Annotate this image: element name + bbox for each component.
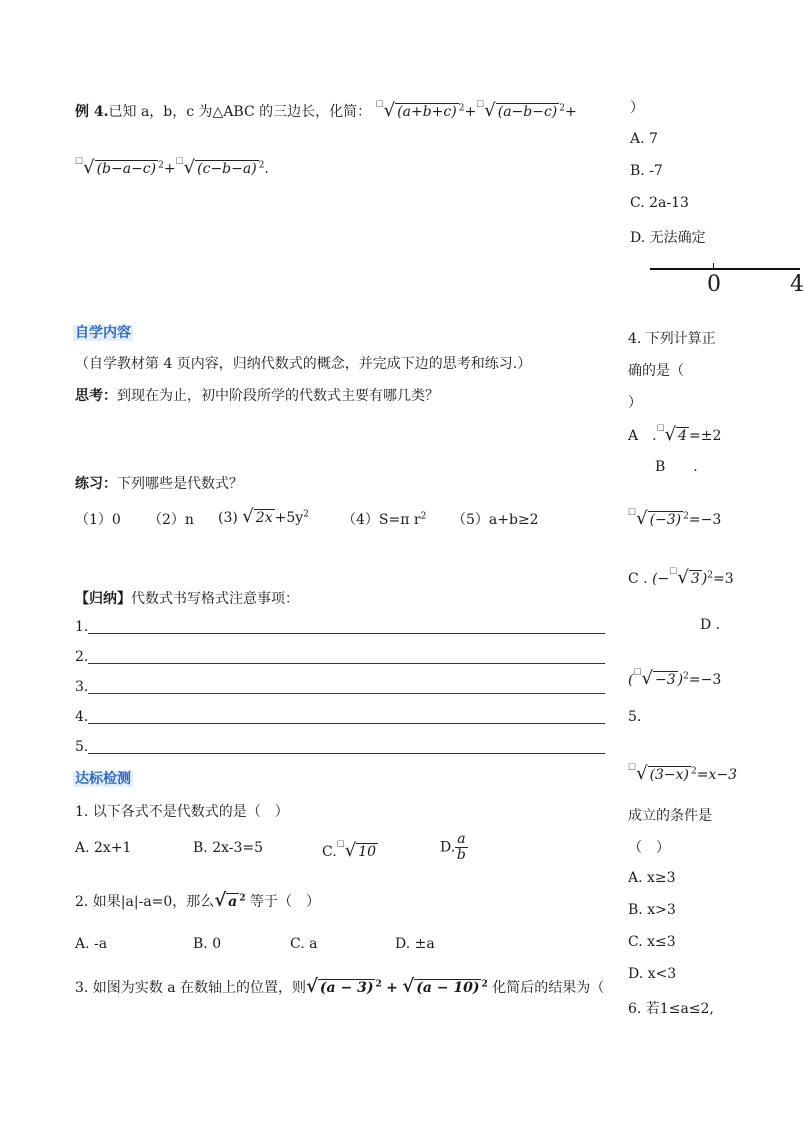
blank-line-5 [88,753,605,754]
practice-item-1: （1）0 [75,512,121,528]
q3-option-b: B. -7 [630,163,663,179]
blank-line-4 [88,723,605,724]
self-study-heading: 自学内容 [75,325,131,341]
q4-line-3: ） [628,395,642,411]
radical-placeholder-icon: ☐ [628,508,637,518]
q4-option-a: A .☐√ 4 =±2 [628,424,722,445]
q5-option-b: B. x>3 [628,902,676,918]
q5-equation: ☐√ (3−x) $^2$=x−3 [628,763,738,784]
number-line-tick-0 [713,263,714,269]
q4-line-1: 4. 下列计算正 [628,331,716,347]
radical-3: ☐√ (b−a−c) $^2$ [75,157,164,178]
practice-item-2: （2）n [148,512,194,528]
q5-option-c: C. x≤3 [628,934,676,950]
example-label: 例 4. [75,104,109,120]
radical-placeholder-icon: ☐ [375,100,384,110]
q1-option-c: C.☐√ 10 [322,840,377,861]
summary-line-1: 1. [75,619,89,635]
practice-item-5: （5）a+b≥2 [452,512,539,528]
radical-2: ☐√ (a−b−c) $^2$ [476,100,566,121]
summary-line-2: 2. [75,649,89,665]
practice-line: 练习：下列哪些是代数式？ [75,476,243,492]
q3-option-c: C. 2a-13 [630,195,689,211]
q2: 2. 如果|a|-a=0，那么√ a $^2$ 等于（ ） [75,890,320,911]
q4-option-c: C . (−☐√ 3 )$^2$=3 [628,567,734,588]
q4-option-d-label: D . [700,617,721,633]
q3: 3. 如图为实数 a 在数轴上的位置，则√ (a − 3) $^2$ + √ (a − 10) $^2$ 化简后的结果为（ [75,976,605,997]
radical-placeholder-icon: ☐ [336,840,345,850]
example-text: 已知 a，b，c 为△ABC 的三边长，化简： [108,104,372,120]
summary-line-5: 5. [75,739,89,755]
q4-option-b-label: B . [655,459,698,475]
q1-option-d: D. $\frac{a}{b}$ [440,831,466,863]
number-line [650,268,800,270]
self-study-desc: （自学教材第 4 页内容，归纳代数式的概念，并完成下边的思考和练习.） [75,356,532,372]
q6: 6. 若1≤a≤2, [628,1001,714,1017]
q2-option-b: B. 0 [193,936,222,952]
radical-placeholder-icon: ☐ [628,763,637,773]
q5-option-d: D. x<3 [628,966,677,982]
q3-option-d: D. 无法确定 [630,230,706,246]
q2-option-c: C. a [290,936,318,952]
q1-option-a: A. 2x+1 [75,840,132,856]
number-line-label-4: 4 [790,272,804,297]
q1-option-b: B. 2x-3=5 [193,840,264,856]
radical-4: ☐√ (c−b−a) $^2$ [175,157,265,178]
q5-text: 成立的条件是 [628,808,712,824]
q5-option-a: A. x≥3 [628,870,676,886]
q5-paren: （ ） [628,840,670,856]
practice-item-3: (3) √ $2x +5y^2$ [218,506,309,527]
radical-placeholder-icon: ☐ [175,157,184,167]
summary-line-3: 3. [75,679,89,695]
radical-placeholder-icon: ☐ [75,157,84,167]
summary-line-4: 4. [75,709,89,725]
q4-option-b: ☐√ (−3) $^2$=−3 [628,508,722,529]
summary-line: 【归纳】代数式书写格式注意事项： [75,591,299,607]
number-line-label-0: 0 [707,272,721,297]
q3-option-a: A. 7 [630,131,658,147]
think-line: 思考：到现在为止，初中阶段所学的代数式主要有哪几类？ [75,388,439,404]
q4-option-d: (☐√ −3 )$^2$=−3 [628,668,722,689]
q3-paren: ） [630,100,644,116]
q1: 1. 以下各式不是代数式的是（ ） [75,804,289,820]
radical-placeholder-icon: ☐ [656,424,665,434]
blank-line-2 [88,663,605,664]
radical-placeholder-icon: ☐ [669,567,678,577]
radical-1: ☐√ (a+b+c) $^2$ [375,100,465,121]
practice-item-4: （4）S=π $r^2$ [342,511,427,528]
check-heading: 达标检测 [75,771,131,787]
q2-option-a: A. -a [75,936,108,952]
blank-line-1 [88,633,605,634]
example-4-cont: ☐√ (b−a−c) $^2$+☐√ (c−b−a) $^2$. [75,157,269,178]
q4-line-2: 确的是（ [628,363,684,379]
example-4: 例 4.已知 a，b，c 为△ABC 的三边长，化简： ☐√ (a+b+c) $^2$+☐√ (a−b−c) $^2$+ [75,100,577,121]
q5-label: 5. [628,709,642,725]
blank-line-3 [88,693,605,694]
radical-placeholder-icon: ☐ [633,668,642,678]
radical-placeholder-icon: ☐ [476,100,485,110]
q2-option-d: D. ±a [395,936,435,952]
